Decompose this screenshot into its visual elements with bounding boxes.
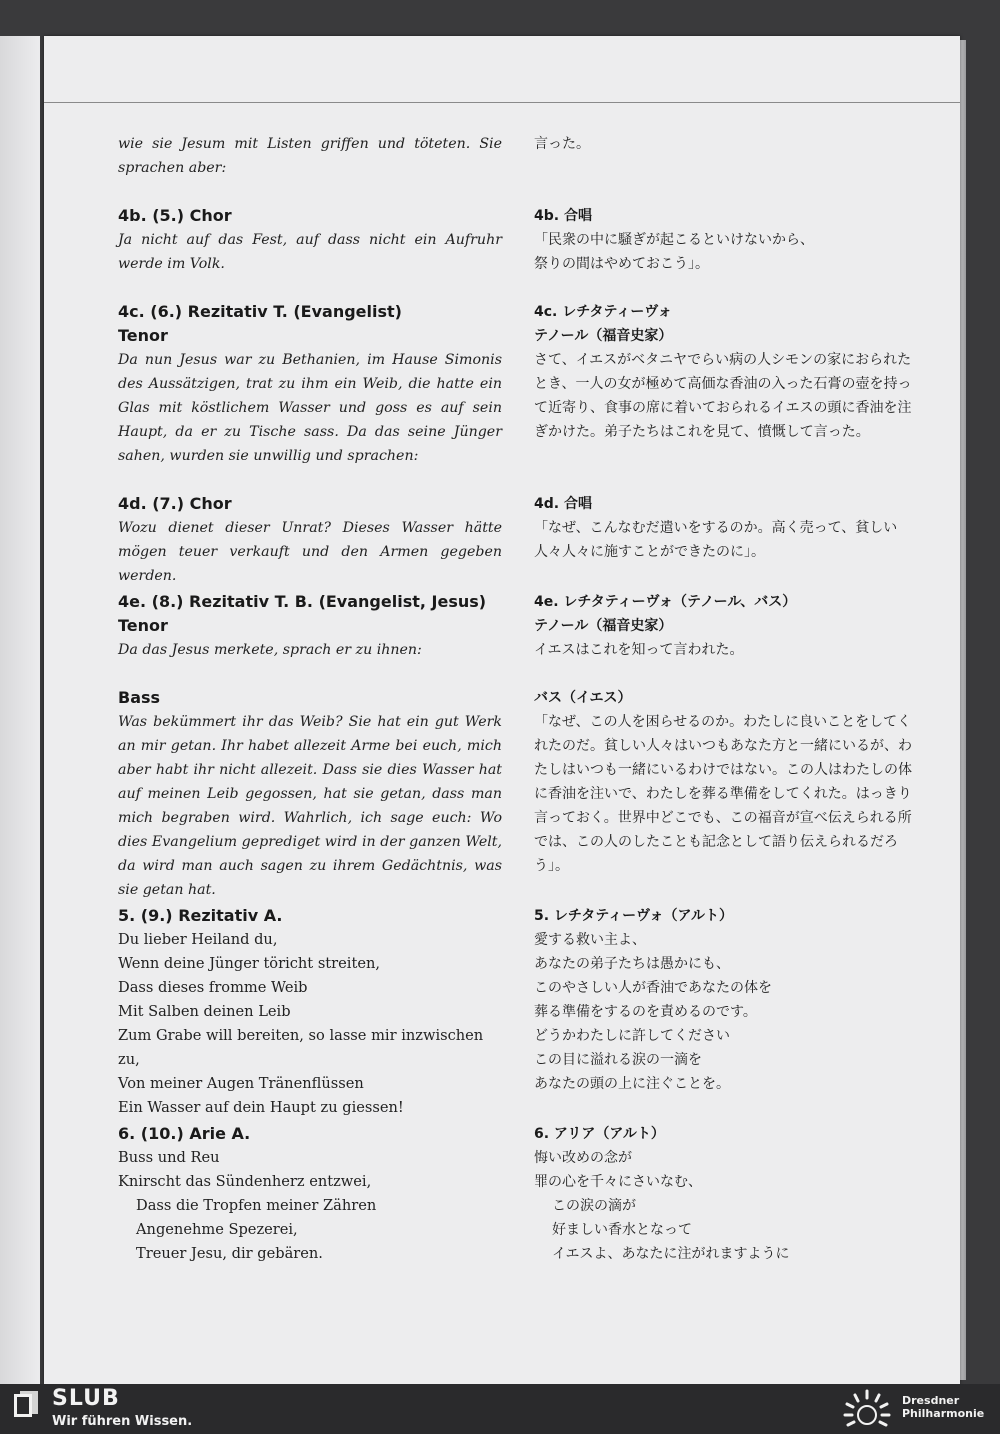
verse-line: この目に溢れる涙の一滴を	[534, 1052, 702, 1068]
section-heading: 4b. (5.) Chor	[118, 206, 232, 225]
verse-line: 「民衆の中に騒ぎが起こるといけないから、	[534, 232, 814, 248]
section-text: Da das Jesus merkete, sprach er zu ihnen:	[118, 642, 422, 658]
voice-label: テノール（福音史家）	[534, 328, 673, 344]
section-heading: 4c. レチタティーヴォ	[534, 304, 672, 320]
verse-line-indented: この涙の滴が	[552, 1198, 636, 1214]
section-heading: Bass	[118, 688, 161, 707]
verse-line: Du lieber Heiland du,	[118, 931, 278, 948]
verse-line-indented: Angenehme Spezerei,	[136, 1221, 298, 1238]
verse-line-indented: イエスよ、あなたに注がれますように	[552, 1246, 790, 1262]
verse-line: Knirscht das Sündenherz entzwei,	[118, 1173, 372, 1190]
verse-line: Buss und Reu	[118, 1149, 220, 1166]
section-4e-jp	[534, 590, 918, 662]
verse-line: Dass dieses fromme Weib	[118, 979, 308, 996]
section-4e-de	[118, 590, 502, 662]
section-heading: 5. (9.) Rezitativ A.	[118, 906, 283, 925]
slub-logo-icon	[14, 1391, 38, 1417]
section-4c-jp	[534, 300, 918, 444]
section-4d-jp	[534, 492, 918, 564]
orchestra-name-line2: Philharmonie	[902, 1407, 985, 1420]
verse-line: あなたの頭の上に注ぐことを。	[534, 1076, 730, 1092]
section-text: 「なぜ、この人を困らせるのか。わたしに良いことをしてくれたのだ。貧しい人々はいつもあなた方と一緒にいるが、わたしはいつも一緒にいるわけではない。この人はわたしの体に香油を注いで、わたしを葬る準備をしてくれた。はっきり言っておく。世界中どこでも、この福音が宣べ伝えられる所では、この人のしたことも記念として語り伝えられるだろう」。	[534, 714, 912, 874]
section-heading: 4e. レチタティーヴォ（テノール、バス）	[534, 594, 797, 610]
verse-line-indented: 好ましい香水となって	[552, 1222, 692, 1238]
section-text: Ja nicht auf das Fest, auf dass nicht ein Aufruhr werde im Volk.	[118, 232, 502, 272]
section-4c-de	[118, 300, 502, 468]
verse-line: Mit Salben deinen Leib	[118, 1003, 291, 1020]
section-4b-de	[118, 204, 502, 276]
previous-page-edge	[0, 36, 40, 1384]
section-4b-jp	[534, 204, 918, 276]
section-text: Wozu dienet dieser Unrat? Dieses Wasser hätte mögen teuer verkauft und den Armen gegeben werden.	[118, 520, 502, 584]
verse-line: あなたの弟子たちは愚かにも、	[534, 956, 730, 972]
verse-line-indented: Dass die Tropfen meiner Zähren	[136, 1197, 377, 1214]
section-bass-jp	[534, 686, 918, 878]
orchestra-name-line1: Dresdner	[902, 1394, 960, 1407]
voice-label: Tenor	[118, 326, 168, 345]
section-text: イエスはこれを知って言われた。	[534, 642, 744, 658]
verse-line: 愛する救い主よ、	[534, 932, 646, 948]
section-heading: 6. (10.) Arie A.	[118, 1124, 251, 1143]
section-heading: 4b. 合唱	[534, 208, 592, 224]
verse-line: どうかわたしに許してください	[534, 1028, 730, 1044]
verse-line: Ein Wasser auf dein Haupt zu giessen!	[118, 1099, 404, 1116]
header-rule	[44, 102, 960, 103]
section-4d-de	[118, 492, 502, 588]
intro-text-jp: 言った。	[534, 136, 590, 152]
section-heading: 4e. (8.) Rezitativ T. B. (Evangelist, Jesus)	[118, 592, 487, 611]
verse-line: Zum Grabe will bereiten, so lasse mir inzwischen zu,	[118, 1027, 484, 1068]
section-heading: 5. レチタティーヴォ（アルト）	[534, 908, 733, 924]
verse-line-indented: Treuer Jesu, dir gebären.	[136, 1245, 323, 1262]
verse-line: 罪の心を千々にさいなむ、	[534, 1174, 702, 1190]
section-heading: 4d. (7.) Chor	[118, 494, 232, 513]
document-page	[44, 36, 960, 1384]
section-5-de	[118, 904, 502, 1120]
voice-label: Tenor	[118, 616, 168, 635]
section-6-jp	[534, 1122, 918, 1266]
section-heading: 4d. 合唱	[534, 496, 592, 512]
verse-line: 葬る準備をするのを責めるのです。	[534, 1004, 757, 1020]
section-text: Da nun Jesus war zu Bethanien, im Hause Simonis des Aussätzigen, trat zu ihm ein Weib, die hatte ein Glas mit köstlichem Wasser und goss es auf sein Haupt, da er zu Tische sass. Da das seine Jünger sahen, wurden sie unwillig und sprachen:	[118, 352, 502, 464]
section-heading: 4c. (6.) Rezitativ T. (Evangelist)	[118, 302, 402, 321]
section-heading: 6. アリア（アルト）	[534, 1126, 665, 1142]
section-6-de	[118, 1122, 502, 1266]
section-5-jp	[534, 904, 918, 1096]
verse-line: Von meiner Augen Tränenflüssen	[118, 1075, 364, 1092]
section-text: 「なぜ、こんなむだ遣いをするのか。高く売って、貧しい人々人々に施すことができたのに」。	[534, 520, 898, 560]
orchestra-name	[902, 1394, 984, 1420]
section-bass-de	[118, 686, 502, 902]
voice-label: テノール（福音史家）	[534, 618, 673, 634]
library-tagline: Wir führen Wissen.	[52, 1414, 193, 1429]
section-text: さて、イエスがベタニヤでらい病の人シモンの家におられたとき、一人の女が極めて高価な香油の入った石膏の壺を持って近寄り、食事の席に着いておられるイエスの頭に香油を注ぎかけた。弟子たちはこれを見て、憤慨して言った。	[534, 352, 912, 440]
verse-line: このやさしい人が香油であなたの体を	[534, 980, 772, 996]
intro-text-de: wie sie Jesum mit Listen griffen und töteten. Sie sprachen aber:	[118, 136, 502, 176]
section-text: Was bekümmert ihr das Weib? Sie hat ein gut Werk an mir getan. Ihr habet allezeit Arme bei euch, mich aber habt ihr nicht allezeit. Dass sie dies Wasser hat auf meinen Leib gegossen, hat sie getan, dass man mich begraben wird. Wahrlich, ich sage euch: Wo dies Evangelium geprediget wird in der ganzen Welt, da wird man auch sagen zu ihrem Gedächtnis, was sie getan hat.	[118, 714, 502, 898]
verse-line: 祭りの間はやめておこう」。	[534, 256, 709, 272]
library-name: SLUB	[52, 1386, 120, 1411]
section-heading: バス（イエス）	[534, 690, 632, 706]
verse-line: 悔い改めの念が	[534, 1150, 632, 1166]
verse-line: Wenn deine Jünger töricht streiten,	[118, 955, 380, 972]
philharmonie-logo-icon	[842, 1387, 892, 1431]
